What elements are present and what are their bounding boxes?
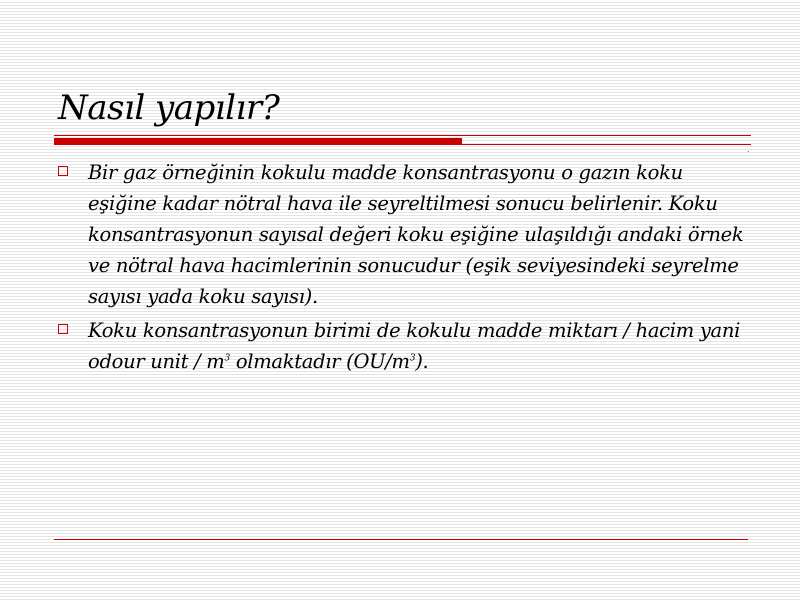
title-rule-thin — [54, 135, 751, 136]
square-bullet-icon — [58, 324, 68, 334]
bullet-text — [88, 315, 748, 377]
bullet-text-part: olmaktadır (OU/m — [229, 350, 410, 373]
superscript: 3 — [409, 353, 416, 364]
bullet-text-part: Koku konsantrasyonun birimi de kokulu madde miktarı / hacim yani odour unit / m — [88, 319, 741, 373]
bullet-list — [58, 157, 748, 380]
bullet-item — [58, 157, 748, 312]
bullet-item — [58, 315, 748, 377]
title-rule-thick — [54, 138, 462, 145]
corner-mark: . — [747, 145, 750, 154]
slide-title: Nasıl yapılır? — [58, 88, 280, 128]
title-rule-lower — [462, 144, 751, 145]
superscript: 3 — [224, 353, 230, 364]
footer-rule — [54, 539, 748, 540]
bullet-text: Bir gaz örneğinin kokulu madde konsantrasyonu o gazın koku eşiğine kadar nötral hava ile seyreltilmesi sonucu belirlenir. Koku konsantrasyonun sayısal değeri koku eşiğine ulaşıldığı andaki örnek ve nötral hava hacimlerinin sonucudur (eşik seviyesindeki seyrelme sayısı yada koku sayısı). — [88, 161, 744, 308]
square-bullet-icon — [58, 166, 68, 176]
bullet-text-part: ). — [415, 350, 429, 373]
